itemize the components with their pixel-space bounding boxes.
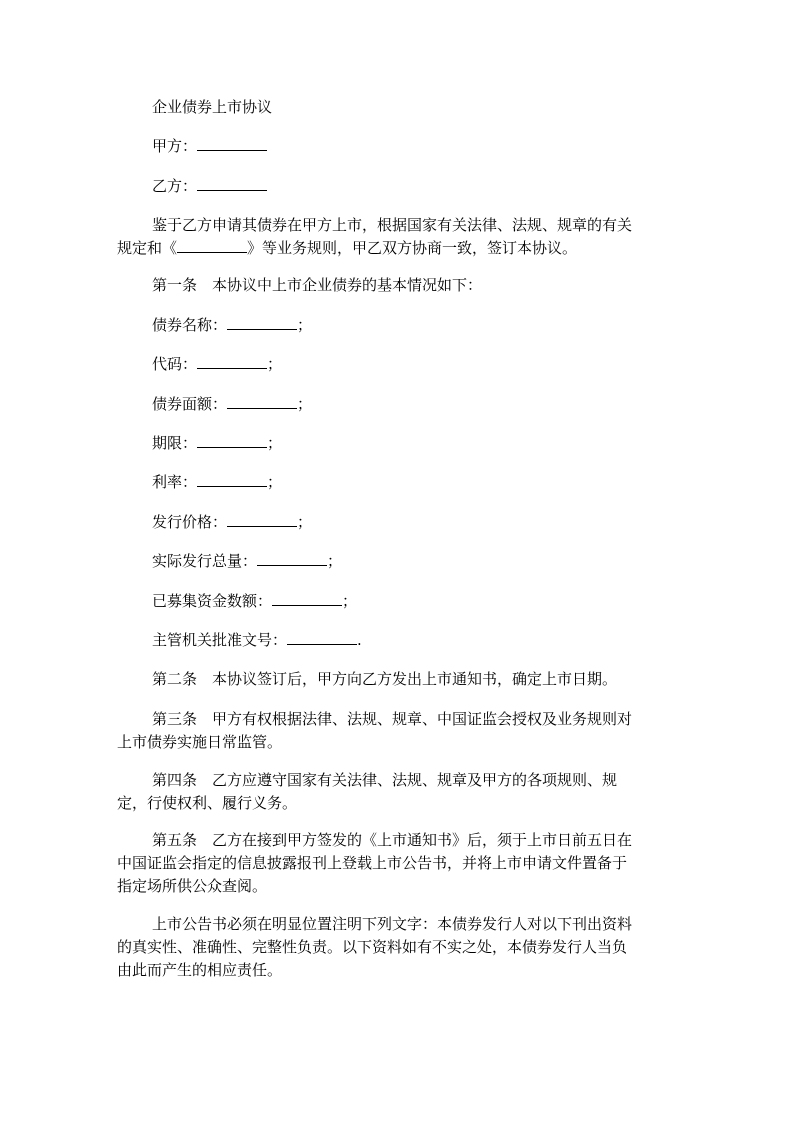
document-title: 企业债券上市协议 [152,98,273,116]
article-2: 第二条 本协议签订后，甲方向乙方发出上市通知书，确定上市日期。 [152,670,618,688]
party-b-line [0,175,794,197]
article-5-line-1: 第五条 乙方在接到甲方签发的《上市通知书》后，须于上市日前五日在 [152,831,633,849]
notice-line-3: 由此而产生的相应责任。 [117,961,283,979]
notice-line-1: 上市公告书必须在明显位置注明下列文字：本债券发行人对以下刊出资料 [152,915,633,933]
field-blank [227,393,297,409]
field-blank [272,590,342,606]
party-a-blank [197,135,267,151]
field-blank [287,629,357,645]
field-blank [257,550,327,566]
preamble-line-2: 规定和《 》等业务规则，甲乙双方协商一致，签订本协议。 [117,239,578,257]
field-interest-rate: 利率： ； [152,473,283,491]
preamble-line-1: 鉴于乙方申请其债券在甲方上市，根据国家有关法律、法规、规章的有关 [152,216,633,234]
field-code: 代码： ； [152,355,283,373]
field-face-value: 债券面额： ； [152,395,313,413]
party-a-line [0,135,794,157]
article-5-line-2: 中国证监会指定的信息披露报刊上登载上市公告书，并将上市申请文件置备于 [117,854,628,872]
preamble-rules-blank [177,237,247,253]
party-b-label: 乙方： [152,177,198,195]
article-4-line-1: 第四条 乙方应遵守国家有关法律、法规、规章及甲方的各项规则、规 [152,771,618,789]
field-blank [227,511,297,527]
field-blank [197,471,267,487]
party-b-blank [197,175,267,191]
field-blank [197,353,267,369]
article-3-line-1: 第三条 甲方有权根据法律、法规、规章、中国证监会授权及业务规则对 [152,710,633,728]
field-raised-funds: 已募集资金数额： ； [152,592,358,610]
article-1: 第一条 本协议中上市企业债券的基本情况如下： [152,276,483,294]
field-actual-issue-total: 实际发行总量： ； [152,552,343,570]
field-blank [197,432,267,448]
article-4-line-2: 定，行使权利、履行义务。 [117,794,298,812]
notice-line-2: 的真实性、准确性、完整性负责。以下资料如有不实之处，本债券发行人当负 [117,938,628,956]
field-issue-price: 发行价格： ； [152,513,313,531]
field-bond-name: 债券名称： ； [152,316,313,334]
article-3-line-2: 上市债券实施日常监管。 [117,733,283,751]
field-term: 期限： ； [152,434,283,452]
field-blank [227,314,297,330]
party-a-label: 甲方： [152,137,198,155]
field-approval-number: 主管机关批准文号： . [152,631,362,649]
article-5-line-3: 指定场所供公众查阅。 [117,877,268,895]
